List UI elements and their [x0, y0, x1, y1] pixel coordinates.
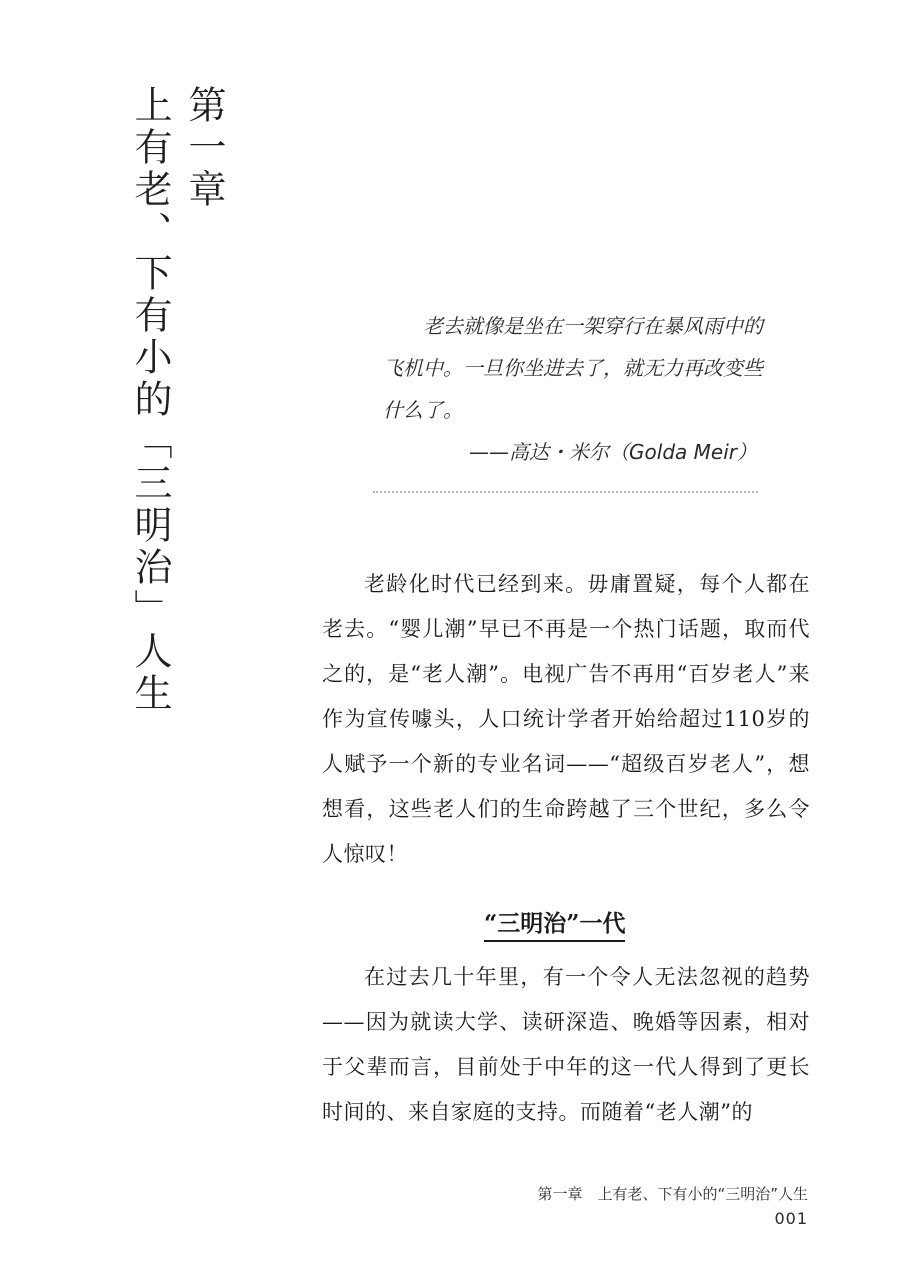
epigraph — [383, 305, 763, 473]
page-number: 001 — [774, 1209, 808, 1228]
body-paragraph-2: 在过去几十年里，有一个令人无法忽视的趋势——因为就读大学、读研深造、晚婚等因素，相对于父辈而言，目前处于中年的这一代人得到了更长时间的、来自家庭的支持。而随着“老人潮”的 — [322, 965, 810, 1124]
body-paragraph-1: 老龄化时代已经到来。毋庸置疑，每个人都在老去。“婴儿潮”早已不再是一个热门话题，取而代之的，是“老人潮”。电视广告不再用“百岁老人”来作为宣传噱头，人口统计学者开始给超过110岁的人赋予一个新的专业名词——“超级百岁老人”，想想看，这些老人们的生命跨越了三个世纪，多么令人惊叹！ — [322, 572, 810, 866]
chapter-title: 上有老、下有小的「三明治」人生 — [128, 85, 172, 715]
running-header: 第一章 上有老、下有小的“三明治”人生 — [537, 1185, 808, 1203]
epigraph-quote: 老去就像是坐在一架穿行在暴风雨中的飞机中。一旦你坐进去了，就无力再改变些什么了。 — [383, 314, 763, 422]
chapter-label: 第一章 — [182, 85, 226, 211]
section-heading: “三明治”一代 — [484, 905, 625, 942]
epigraph-attribution: ——高达・米尔（Golda Meir） — [469, 440, 757, 464]
dotted-divider — [373, 491, 758, 493]
